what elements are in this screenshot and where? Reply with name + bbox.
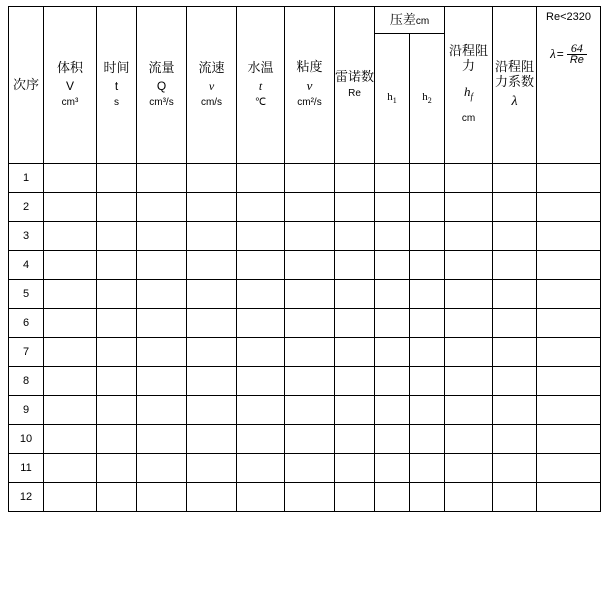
data-cell[interactable] [410, 193, 445, 222]
data-cell[interactable] [445, 396, 493, 425]
data-cell[interactable] [375, 164, 410, 193]
data-cell[interactable] [335, 251, 375, 280]
header-row-top [9, 7, 601, 34]
data-cell[interactable] [137, 367, 187, 396]
table-row [9, 454, 601, 483]
worksheet-page [0, 6, 609, 590]
data-cell[interactable] [445, 425, 493, 454]
header-unit-velocity: cm/s [200, 96, 223, 108]
data-cell[interactable] [445, 367, 493, 396]
data-cell[interactable] [97, 309, 137, 338]
row-index-cell: 5 [9, 280, 44, 309]
data-cell[interactable] [97, 483, 137, 512]
data-cell[interactable] [537, 193, 601, 222]
data-cell[interactable] [97, 425, 137, 454]
header-unit-pressure-difference: cm [415, 15, 430, 27]
data-cell[interactable] [493, 396, 537, 425]
column-header-friction-factor [493, 7, 537, 164]
table-row [9, 251, 601, 280]
data-cell[interactable] [137, 338, 187, 367]
data-cell[interactable] [375, 396, 410, 425]
data-cell[interactable] [237, 309, 285, 338]
header-label-water-temp: 水温 [247, 59, 274, 75]
data-cell[interactable] [410, 338, 445, 367]
data-cell[interactable] [187, 222, 237, 251]
data-cell[interactable] [237, 483, 285, 512]
data-cell[interactable] [410, 396, 445, 425]
data-cell[interactable] [44, 280, 97, 309]
header-label-viscosity: 粘度 [296, 59, 323, 75]
data-cell[interactable] [445, 280, 493, 309]
data-cell[interactable] [493, 251, 537, 280]
data-cell[interactable] [410, 483, 445, 512]
data-cell[interactable] [44, 338, 97, 367]
data-cell[interactable] [445, 222, 493, 251]
data-cell[interactable] [285, 454, 335, 483]
data-cell[interactable] [493, 280, 537, 309]
data-cell[interactable] [375, 280, 410, 309]
data-cell[interactable] [335, 483, 375, 512]
data-cell[interactable] [44, 309, 97, 338]
data-cell[interactable] [97, 396, 137, 425]
data-cell[interactable] [375, 222, 410, 251]
data-cell[interactable] [493, 193, 537, 222]
table-row [9, 222, 601, 251]
data-cell[interactable] [537, 338, 601, 367]
data-cell[interactable] [493, 483, 537, 512]
column-header-friction-loss [445, 7, 493, 164]
data-cell[interactable] [285, 309, 335, 338]
row-index-cell: 4 [9, 251, 44, 280]
data-cell[interactable] [237, 367, 285, 396]
column-header-h1 [375, 34, 410, 164]
header-unit-volume: cm³ [61, 96, 79, 108]
data-cell[interactable] [445, 164, 493, 193]
header-symbol-reynolds: Re [348, 87, 361, 99]
data-cell[interactable] [335, 280, 375, 309]
row-index-cell: 1 [9, 164, 44, 193]
formula-lambda-expression [550, 42, 587, 67]
header-label-flow-rate: 流量 [148, 59, 175, 75]
data-cell[interactable] [285, 280, 335, 309]
data-cell[interactable] [375, 367, 410, 396]
data-cell[interactable] [375, 338, 410, 367]
data-cell[interactable] [537, 280, 601, 309]
data-cell[interactable] [187, 251, 237, 280]
data-cell[interactable] [410, 251, 445, 280]
data-cell[interactable] [445, 483, 493, 512]
table-row [9, 309, 601, 338]
data-cell[interactable] [187, 193, 237, 222]
data-cell[interactable] [137, 280, 187, 309]
data-cell[interactable] [493, 222, 537, 251]
data-cell[interactable] [285, 425, 335, 454]
formula-numerator: 64 [570, 40, 583, 55]
data-cell[interactable] [285, 367, 335, 396]
data-cell[interactable] [137, 425, 187, 454]
data-cell[interactable] [410, 280, 445, 309]
column-header-viscosity [285, 7, 335, 164]
data-cell[interactable] [187, 367, 237, 396]
data-cell[interactable] [137, 396, 187, 425]
data-cell[interactable] [493, 338, 537, 367]
data-cell[interactable] [285, 483, 335, 512]
formula-lambda-symbol: λ [550, 46, 556, 62]
data-cell[interactable] [445, 338, 493, 367]
data-cell[interactable] [137, 483, 187, 512]
data-cell[interactable] [44, 193, 97, 222]
data-cell[interactable] [375, 483, 410, 512]
data-cell[interactable] [285, 222, 335, 251]
data-cell[interactable] [445, 309, 493, 338]
data-cell[interactable] [187, 309, 237, 338]
table-row [9, 483, 601, 512]
data-cell[interactable] [537, 483, 601, 512]
header-label-time: 时间 [103, 59, 130, 75]
header-symbol-h1: $h_1$ [387, 91, 397, 106]
data-cell[interactable] [335, 222, 375, 251]
header-symbol-water-temp: t [258, 78, 263, 93]
data-cell[interactable] [493, 367, 537, 396]
data-cell[interactable] [537, 425, 601, 454]
table-body [9, 164, 601, 512]
data-cell[interactable] [44, 425, 97, 454]
header-symbol-h2: $h_2$ [422, 91, 432, 106]
column-header-volume [44, 7, 97, 164]
formula-denominator: Re [567, 54, 587, 67]
header-label-friction-factor: 沿程阻力系数 [495, 58, 535, 89]
header-label-friction-loss: 沿程阻力 [449, 43, 489, 74]
data-cell[interactable] [44, 367, 97, 396]
header-symbol-flow-rate: Q [156, 78, 167, 93]
row-index-cell: 10 [9, 425, 44, 454]
column-header-pressure-difference-group [375, 7, 445, 34]
header-symbol-time: t [114, 78, 119, 93]
header-unit-time: s [114, 96, 119, 108]
data-cell[interactable] [410, 164, 445, 193]
data-cell[interactable] [187, 396, 237, 425]
row-index-cell: 9 [9, 396, 44, 425]
column-header-time [97, 7, 137, 164]
data-cell[interactable] [445, 454, 493, 483]
data-cell[interactable] [237, 454, 285, 483]
data-cell[interactable] [97, 222, 137, 251]
column-header-index [9, 7, 44, 164]
data-cell[interactable] [335, 338, 375, 367]
data-cell[interactable] [335, 396, 375, 425]
data-cell[interactable] [187, 338, 237, 367]
header-label-reynolds: 雷诺数 [335, 68, 375, 84]
data-cell[interactable] [237, 396, 285, 425]
column-header-reynolds [335, 7, 375, 164]
row-index-cell: 7 [9, 338, 44, 367]
data-cell[interactable] [493, 454, 537, 483]
formula-fraction [567, 42, 587, 67]
data-cell[interactable] [445, 251, 493, 280]
data-cell[interactable] [97, 193, 137, 222]
data-cell[interactable] [97, 280, 137, 309]
experiment-data-table [8, 6, 601, 512]
table-row [9, 280, 601, 309]
table-row [9, 396, 601, 425]
row-index-cell: 8 [9, 367, 44, 396]
data-cell[interactable] [187, 454, 237, 483]
data-cell[interactable] [335, 367, 375, 396]
data-cell[interactable] [285, 164, 335, 193]
table-header [9, 7, 601, 164]
data-cell[interactable] [285, 193, 335, 222]
header-label-pressure-difference: 压差 [389, 11, 416, 27]
header-symbol-viscosity: ν [306, 78, 313, 94]
data-cell[interactable] [537, 164, 601, 193]
data-cell[interactable] [187, 280, 237, 309]
data-cell[interactable] [237, 164, 285, 193]
data-cell[interactable] [410, 367, 445, 396]
data-cell[interactable] [137, 222, 187, 251]
data-cell[interactable] [285, 251, 335, 280]
data-cell[interactable] [97, 454, 137, 483]
data-cell[interactable] [285, 396, 335, 425]
data-cell[interactable] [537, 251, 601, 280]
data-cell[interactable] [335, 193, 375, 222]
data-cell[interactable] [375, 193, 410, 222]
header-symbol-friction-loss: $h_f$ [464, 84, 474, 102]
data-cell[interactable] [137, 454, 187, 483]
data-cell[interactable] [187, 425, 237, 454]
data-cell[interactable] [537, 454, 601, 483]
header-unit-water-temp: ℃ [254, 96, 267, 108]
table-row [9, 164, 601, 193]
data-cell[interactable] [237, 193, 285, 222]
data-cell[interactable] [97, 338, 137, 367]
data-cell[interactable] [335, 425, 375, 454]
data-cell[interactable] [375, 309, 410, 338]
data-cell[interactable] [44, 164, 97, 193]
data-cell[interactable] [137, 309, 187, 338]
data-cell[interactable] [335, 454, 375, 483]
table-row [9, 338, 601, 367]
data-cell[interactable] [44, 396, 97, 425]
column-header-h2 [410, 34, 445, 164]
data-cell[interactable] [44, 454, 97, 483]
data-cell[interactable] [237, 280, 285, 309]
data-cell[interactable] [237, 338, 285, 367]
data-cell[interactable] [410, 309, 445, 338]
data-cell[interactable] [537, 367, 601, 396]
column-header-water-temp [237, 7, 285, 164]
data-cell[interactable] [44, 251, 97, 280]
data-cell[interactable] [375, 425, 410, 454]
table-row [9, 425, 601, 454]
column-header-flow-rate [137, 7, 187, 164]
data-cell[interactable] [410, 222, 445, 251]
header-symbol-volume: V [65, 78, 74, 93]
data-cell[interactable] [410, 454, 445, 483]
header-label-volume: 体积 [56, 59, 83, 75]
data-cell[interactable] [137, 164, 187, 193]
data-cell[interactable] [187, 483, 237, 512]
data-cell[interactable] [237, 222, 285, 251]
row-index-cell: 3 [9, 222, 44, 251]
row-index-cell: 12 [9, 483, 44, 512]
data-cell[interactable] [537, 396, 601, 425]
header-unit-friction-loss: cm [461, 113, 476, 125]
data-cell[interactable] [137, 193, 187, 222]
header-symbol-velocity: v [208, 78, 215, 93]
data-cell[interactable] [44, 222, 97, 251]
column-header-velocity [187, 7, 237, 164]
data-cell[interactable] [237, 251, 285, 280]
data-cell[interactable] [375, 251, 410, 280]
data-cell[interactable] [493, 309, 537, 338]
data-cell[interactable] [97, 367, 137, 396]
data-cell[interactable] [44, 483, 97, 512]
row-index-cell: 6 [9, 309, 44, 338]
data-cell[interactable] [97, 164, 137, 193]
formula-condition: Re<2320 [546, 11, 591, 23]
header-unit-flow-rate: cm³/s [149, 96, 174, 108]
table-row [9, 193, 601, 222]
data-cell[interactable] [410, 425, 445, 454]
header-label-velocity: 流速 [198, 59, 225, 75]
row-index-cell: 11 [9, 454, 44, 483]
table-row [9, 367, 601, 396]
column-header-formula [537, 7, 601, 164]
formula-equals-sign: = [556, 46, 564, 61]
data-cell[interactable] [97, 251, 137, 280]
header-label-index: 次序 [12, 76, 39, 92]
data-cell[interactable] [375, 454, 410, 483]
data-cell[interactable] [493, 164, 537, 193]
data-cell[interactable] [537, 222, 601, 251]
data-cell[interactable] [137, 251, 187, 280]
header-unit-viscosity: cm²/s [297, 97, 322, 109]
header-symbol-friction-factor: λ [511, 93, 518, 109]
data-cell[interactable] [537, 309, 601, 338]
data-cell[interactable] [493, 425, 537, 454]
data-cell[interactable] [445, 193, 493, 222]
data-cell[interactable] [335, 164, 375, 193]
data-cell[interactable] [335, 309, 375, 338]
data-cell[interactable] [237, 425, 285, 454]
data-cell[interactable] [285, 338, 335, 367]
row-index-cell: 2 [9, 193, 44, 222]
data-cell[interactable] [187, 164, 237, 193]
